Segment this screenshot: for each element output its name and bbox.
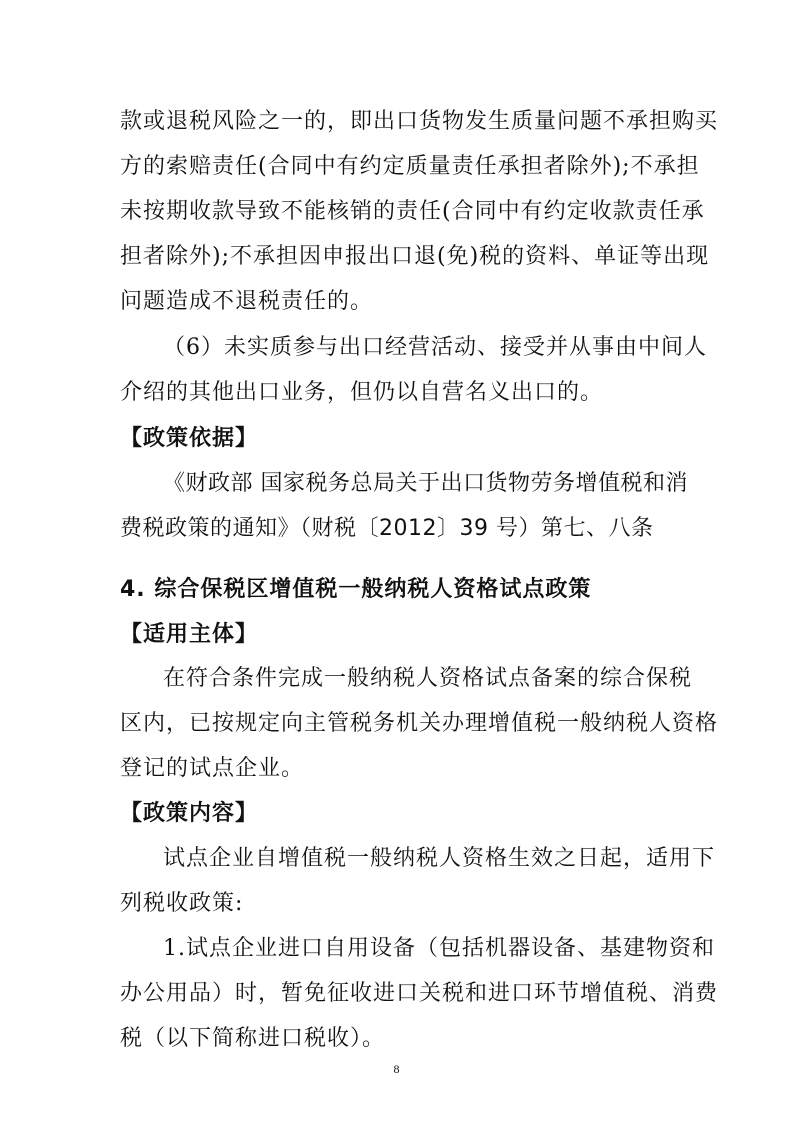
content-item-line: 税（以下简称进口税收）。 xyxy=(120,1026,386,1051)
list-item-line: （6）未实质参与出口经营活动、接受并从事由中间人 xyxy=(163,335,707,360)
paragraph-line: 未按期收款导致不能核销的责任(合同中有约定收款责任承 xyxy=(120,199,705,224)
section-title: 4. 综合保税区增值税一般纳税人资格试点政策 xyxy=(120,577,592,602)
subject-line: 区内，已按规定向主管税务机关办理增值税一般纳税人资格 xyxy=(120,711,719,736)
subject-line: 在符合条件完成一般纳税人资格试点备案的综合保税 xyxy=(163,666,693,691)
policy-basis-heading: 【政策依据】 xyxy=(120,426,259,451)
paragraph-line: 方的索赔责任(合同中有约定质量责任承担者除外);不承担 xyxy=(120,154,700,179)
subject-heading: 【适用主体】 xyxy=(120,622,259,647)
list-item-line: 介绍的其他出口业务，但仍以自营名义出口的。 xyxy=(120,380,604,405)
content-line: 列税收政策: xyxy=(120,891,244,916)
content-item-line: 办公用品）时，暂免征收进口关税和进口环节增值税、消费 xyxy=(120,981,719,1006)
page-number: 8 xyxy=(393,1062,400,1076)
content-line: 试点企业自增值税一般纳税人资格生效之日起，适用下 xyxy=(163,846,716,871)
subject-line: 登记的试点企业。 xyxy=(120,756,305,781)
policy-basis-line: 《财政部 国家税务总局关于出口货物劳务增值税和消 xyxy=(163,471,688,496)
content-heading: 【政策内容】 xyxy=(120,801,259,826)
policy-basis-line: 费税政策的通知》（财税〔2012〕39 号）第七、八条 xyxy=(120,516,654,541)
content-item-line: 1.试点企业进口自用设备（包括机器设备、基建物资和 xyxy=(163,936,715,961)
paragraph-line: 担者除外);不承担因申报出口退(免)税的资料、单证等出现 xyxy=(120,244,710,269)
paragraph-line: 款或退税风险之一的，即出口货物发生质量问题不承担购买 xyxy=(120,109,719,134)
paragraph-line: 问题造成不退税责任的。 xyxy=(120,289,374,314)
